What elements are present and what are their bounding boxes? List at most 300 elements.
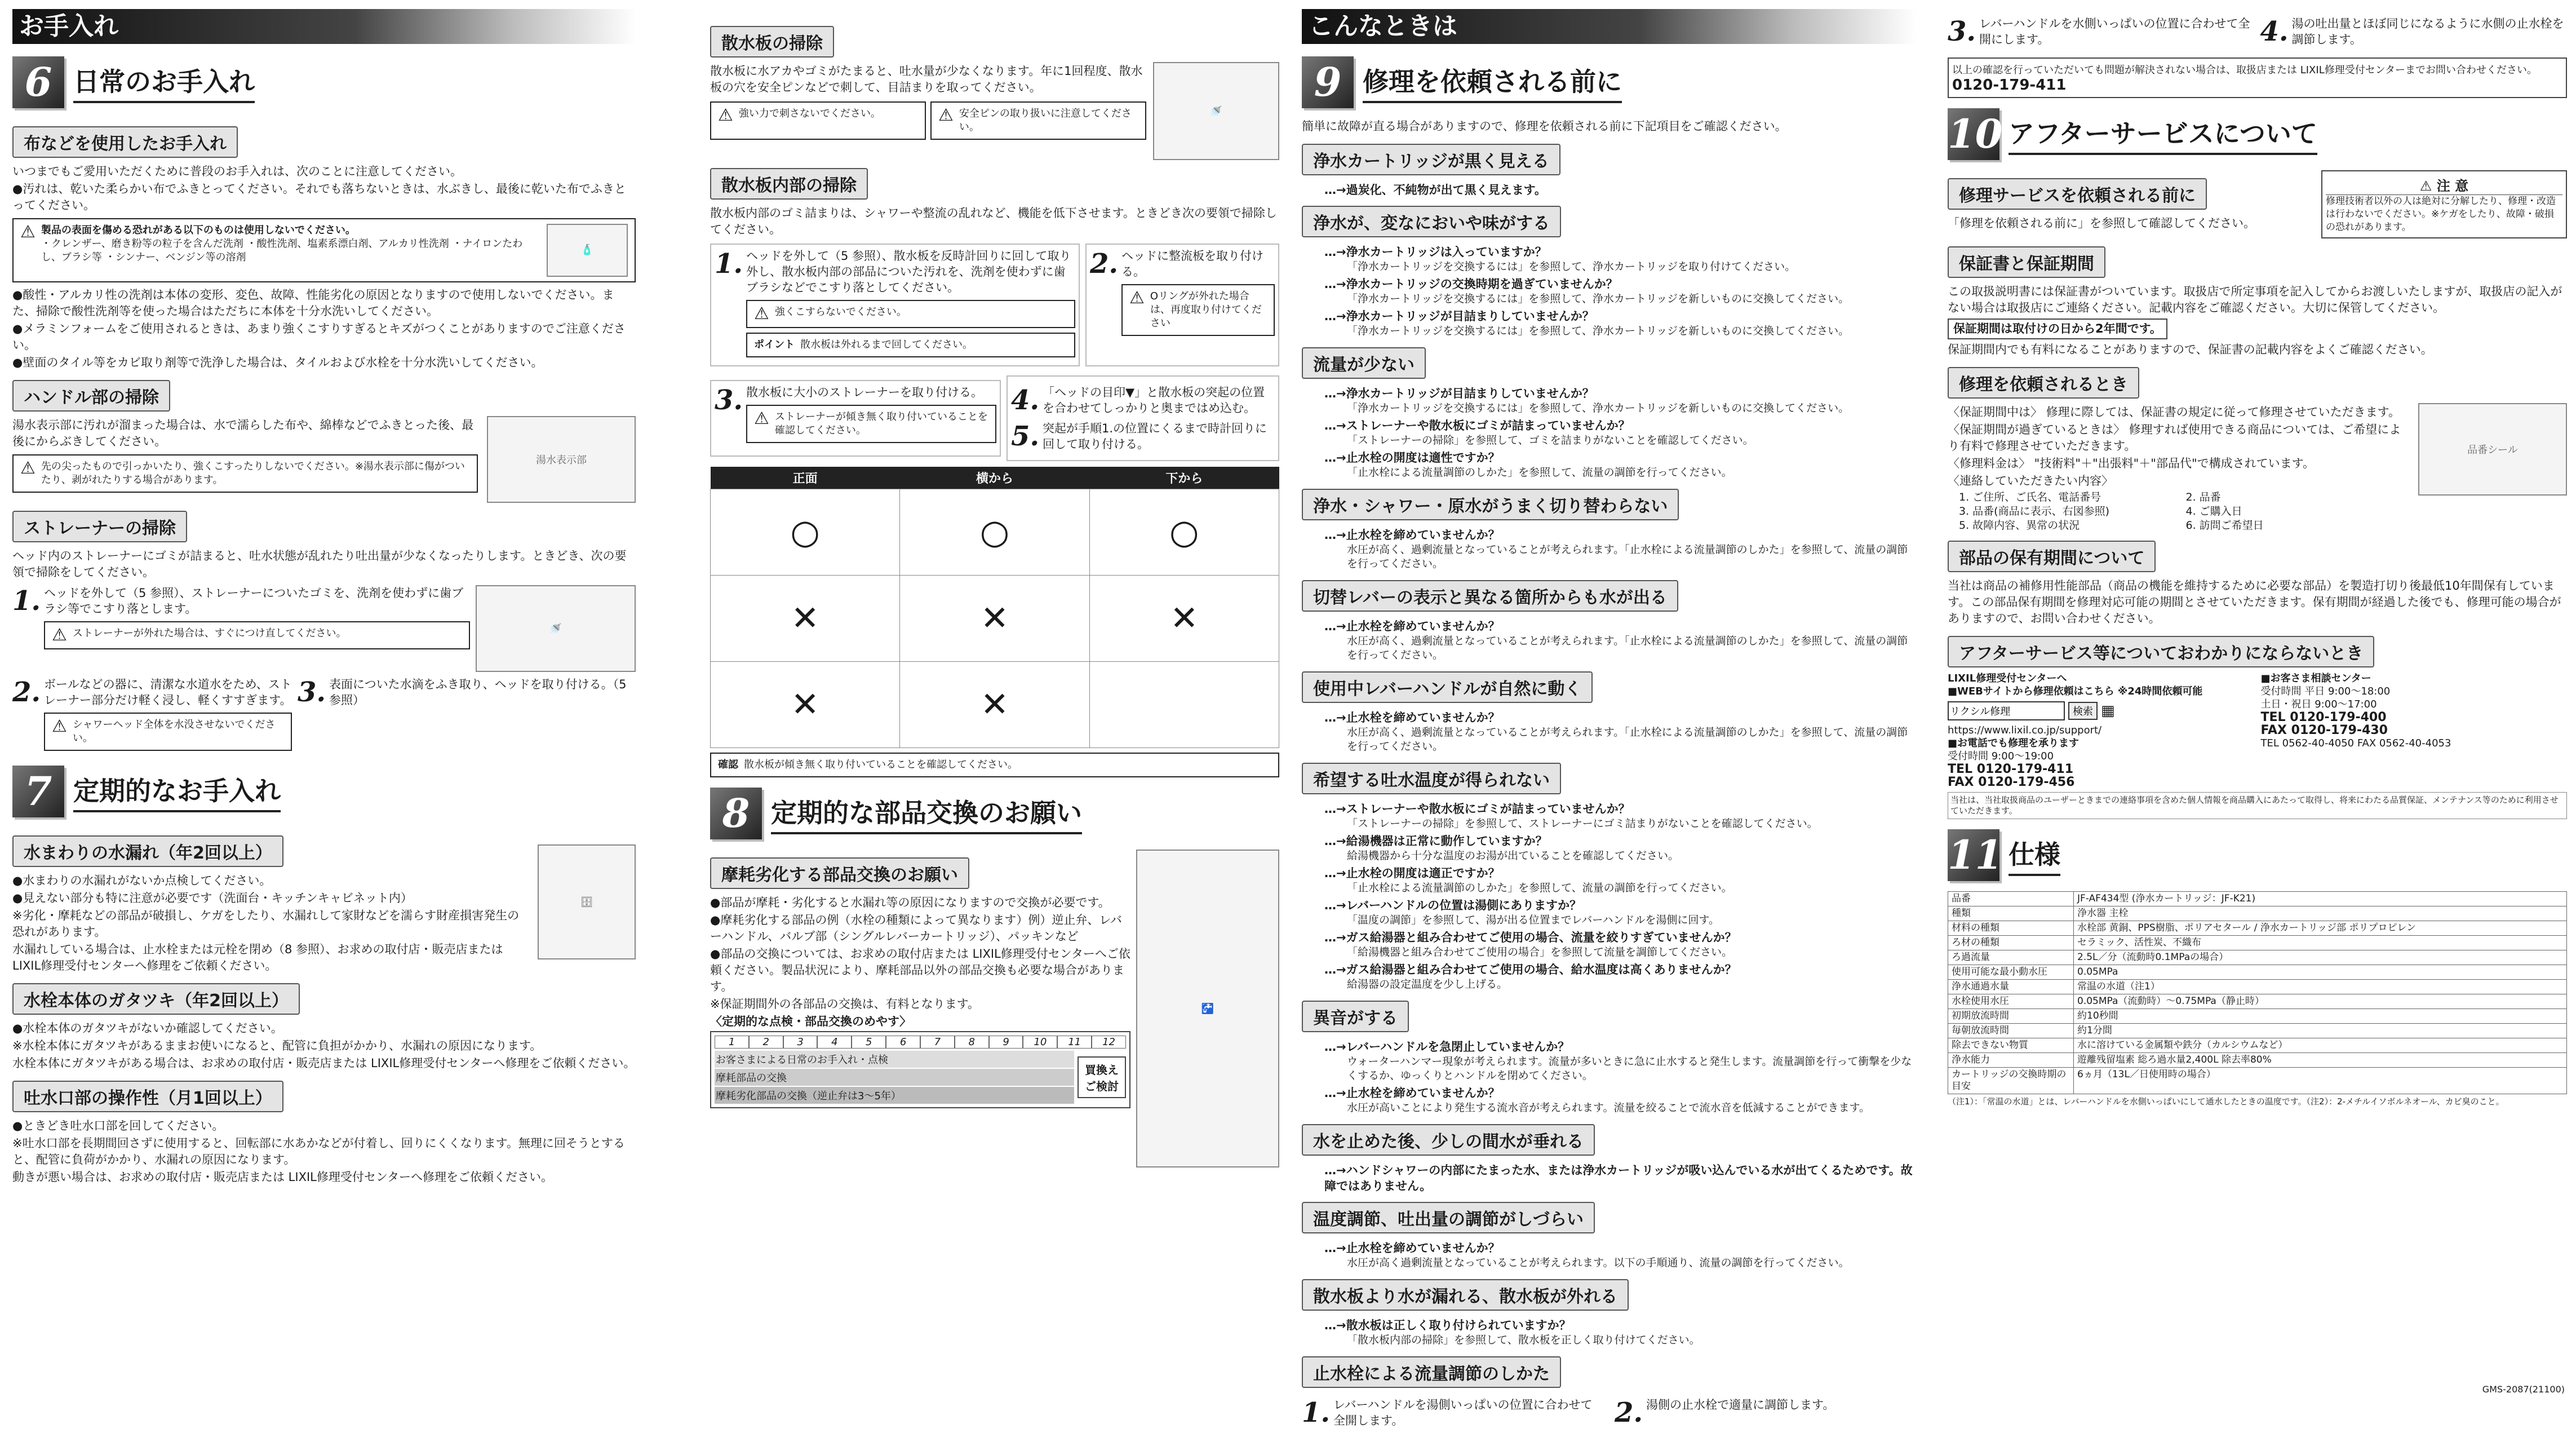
replace-box: 買換え ご検討 [1078, 1056, 1126, 1098]
check-answer: 給湯機器から十分な温度のお湯が出ていることを確認してください。 [1347, 850, 1679, 862]
text: 〈保証期間が過ぎているときは〉 修理すれば使用できる商品については、ご希望により有料で修理させていただきます。 [1948, 423, 2401, 453]
spec-label: 浄水通過水量 [1948, 980, 2074, 994]
check-question: …→ 散水板は正しく取り付けられていますか？ [1324, 1317, 1916, 1333]
spec-label: 品番 [1948, 892, 2074, 906]
check-answer: 「散水板内部の掃除」を参照して、散水板を正しく取り付けてください。 [1347, 1334, 1700, 1346]
warning-text: シャワーヘッド全体を水没させないでください。 [72, 719, 276, 744]
hours: 受付時間 平日 9:00〜18:00 [2260, 685, 2391, 697]
table-row [1948, 1024, 2567, 1038]
fax: FAX 0120-179-456 [1948, 775, 2075, 789]
year-cell: 7 [920, 1036, 955, 1049]
table-row [1948, 1038, 2567, 1053]
section-body: 水栓本体のガタツキ（年2回以上） [12, 983, 300, 1015]
qr-code-icon: ▦ [2101, 702, 2115, 719]
flow-steps-cont [1948, 11, 2567, 52]
warning-icon: ⚠ [754, 304, 769, 324]
text: ●メラミンフォームをご使用されるときは、あまり強くこすりすぎるとキズがつくことがありますのでご注意ください。 [12, 322, 626, 352]
step-1 [710, 244, 1080, 366]
spec-value: 約10秒間 [2074, 1009, 2567, 1024]
ask-right-heading: ■お客さま相談センター [2260, 673, 2371, 684]
check-answer: 水圧が高く、過剰流量となっていることが考えられます。「止水栓による流量調節のしかた」を参照して、流量の調節を行ってください。 [1347, 726, 1908, 753]
inner-steps-1-2 [710, 239, 1279, 371]
chapter-10 [1948, 108, 2567, 160]
table-row [1948, 892, 2567, 906]
section-flow: 止水栓による流量調節のしかた [1302, 1356, 1561, 1388]
section-handle: ハンドル部の掃除 [12, 380, 170, 412]
banner-care: お手入れ [12, 9, 636, 44]
step-number: 5. [1011, 421, 1040, 452]
trouble-section: 散水板より水が漏れる、散水板が外れる [1302, 1279, 1629, 1311]
chapter-number: 10 [1948, 108, 1999, 160]
column-1 [0, 0, 648, 1398]
check-question: …→ 給湯機器は正常に動作していますか？ [1324, 833, 1916, 849]
faucet-parts-illustration: 🚰 [1136, 850, 1279, 1167]
check-question: …→ 止水栓を締めていませんか？ [1324, 1240, 1916, 1256]
text: ※水栓本体にガタツキがあるままお使いになると、配管に負担がかかり、水漏れの原因になります。 [12, 1039, 542, 1052]
text: ●摩耗劣化する部品の例（水栓の種類によって異なります）例）逆止弁、レバーハンドル、バルブ部（シングルレバーカートリッジ）、パッキンなど [710, 913, 1122, 943]
caution-text: 修理技術者以外の人は絶対に分解したり、修理・改造は行わないでください。※ケガをしたり、故障・破損の恐れがあります。 [2326, 196, 2556, 233]
section-spout: 吐水口部の操作性（月1回以上） [12, 1081, 283, 1112]
trouble-section: 浄水が、変なにおいや味がする [1302, 206, 1561, 237]
fax: FAX 0120-179-430 [2260, 723, 2388, 737]
chapter-number: 8 [710, 788, 762, 839]
warning-icon: ⚠ [52, 625, 67, 645]
warning-box [1121, 284, 1275, 336]
warning-text: 強い力で刺さないでください。 [738, 108, 881, 120]
repair-block [1948, 170, 2567, 238]
trouble-section: 温度調節、吐出量の調節がしづらい [1302, 1202, 1595, 1233]
hours: 土日・祝日 9:00〜17:00 [2260, 698, 2377, 710]
check-answer: 「止水栓による流量調節のしかた」を参照して、流量の調節を行ってください。 [1347, 466, 1732, 479]
warning-icon: ⚠ [754, 409, 769, 428]
steps-4-5 [1007, 375, 1279, 461]
warning-box [12, 454, 478, 493]
text: 「修理を依頼される前に」を参照して確認してください。 [1948, 216, 2255, 230]
contact-item: 3. 品番(商品に表示、右図参照) [1959, 505, 2109, 518]
step-number: 4. [1011, 384, 1040, 416]
year-cell: 2 [749, 1036, 783, 1049]
inner-steps-3-5 [710, 375, 1279, 461]
warning-icon: ⚠ [52, 716, 67, 736]
contact-items [1959, 490, 2413, 533]
section-inner: 散水板内部の掃除 [710, 168, 868, 200]
spec-value: 6ヵ月（13L／日使用時の場合） [2074, 1068, 2567, 1094]
check-answer: 水圧が高く過剰流量となっていることが考えられます。以下の手順通り、流量の調節を行ってください。 [1347, 1257, 1850, 1269]
label-illustration [2418, 403, 2567, 496]
warning-icon: ⚠ [718, 105, 733, 125]
chapter-number: 11 [1948, 829, 1999, 881]
table-row [1948, 1009, 2567, 1024]
warning-text: 強くこすらないでください。 [774, 306, 907, 318]
spec-value: 遊離残留塩素 総ろ過水量2,400L 除去率80% [2074, 1053, 2567, 1068]
spec-value: 2.5L／分（流動時0.1MPaの場合） [2074, 950, 2567, 965]
step-number: 1. [715, 248, 743, 280]
step-text: ヘッドを外して（5 参照）、ストレーナーについたゴミを、洗剤を使わずに歯ブラシ等でこすり落とします。 [44, 586, 464, 616]
search-button[interactable]: 検索 [2068, 702, 2098, 720]
year-cell: 4 [817, 1036, 852, 1049]
check-answer: 「止水栓による流量調節のしかた」を参照して、流量の調節を行ってください。 [1347, 882, 1732, 894]
guide-title: 〈定期的な点検・部品交換のめやす〉 [710, 1015, 911, 1028]
text: ●ときどき吐水口部を回してください。 [12, 1119, 224, 1133]
grid-header: 下から [1089, 467, 1279, 489]
year-cell: 10 [1023, 1036, 1057, 1049]
table-row [1948, 1053, 2567, 1068]
leak-block [12, 828, 636, 975]
year-cell: 11 [1057, 1036, 1092, 1049]
warning-text: ストレーナーが外れた場合は、すぐにつけ直してください。 [72, 627, 347, 639]
section-hold: 部品の保有期間について [1948, 541, 2156, 572]
spec-label: 使用可能な最小動水圧 [1948, 965, 2074, 980]
text: ●壁面のタイル等をカビ取り剤等で洗浄した場合は、タイルおよび水栓を十分水洗いしてください。 [12, 356, 543, 369]
spec-label: 浄水能力 [1948, 1053, 2074, 1068]
contact-item: 5. 故障内容、異常の状況 [1959, 519, 2080, 532]
trouble-section: 異音がする [1302, 1001, 1409, 1032]
section-strainer: ストレーナーの掃除 [12, 511, 187, 542]
chapter-title: アフターサービスについて [2009, 113, 2317, 155]
warning-box [12, 218, 636, 282]
section-parts: 摩耗劣化する部品交換のお願い [710, 857, 969, 889]
wrong-icon: ✕ [900, 576, 1089, 662]
check-question: …→ 止水栓の開度は適性ですか？ [1324, 450, 1916, 466]
step-1 [1302, 1397, 1603, 1428]
ask-block [1948, 672, 2567, 789]
spec-value: 常温の水道（注1） [2074, 980, 2567, 994]
text: ※保証期間外の各部品の交換は、有料となります。 [710, 997, 979, 1011]
step-2 [1085, 244, 1279, 366]
point-box [746, 333, 1075, 357]
contact-note-text: 以上の確認を行っていただいても問題が解決されない場合は、取扱店または LIXIL修理受付センターまでお問い合わせください。 [1952, 64, 2538, 76]
chapter-title: 修理を依頼される前に [1363, 61, 1622, 103]
contact-tel: 0120-179-411 [1952, 77, 2067, 94]
section-repair: 修理サービスを依頼される前に [1948, 178, 2207, 210]
contact-item: 6. 訪問ご希望日 [2185, 519, 2264, 532]
column-3 [1296, 0, 1922, 1428]
check-answer: 水圧が高く、過剰流量となっていることが考えられます。「止水栓による流量調節のしかた」を参照して、流量の調節を行ってください。 [1347, 543, 1908, 570]
trouble-section: 浄水カートリッジが黒く見える [1302, 144, 1560, 175]
confirm-box [710, 753, 1279, 777]
warning-box [930, 101, 1146, 140]
warning-icon: ⚠ [938, 105, 954, 125]
schedule-chart [710, 1031, 1130, 1108]
caution-box [2321, 170, 2567, 238]
text: この取扱説明書には保証書がついています。取扱店で所定事項を記入してからお渡しいたしますが、取扱店の記入がない場合は取扱店にご連絡ください。記載内容をご確認ください。大切に保管してください。 [1948, 285, 2562, 315]
chapter-number: 9 [1302, 56, 1354, 108]
search-input[interactable] [1948, 701, 2065, 720]
check-answer: ウォーターハンマー現象が考えられます。流量が多いときに急に止水すると発生します。流量調節を行って衝撃を少なくするか、ゆっくりとハンドルを閉めてください。 [1347, 1055, 1912, 1082]
trouble-groups [1302, 136, 1916, 1347]
warning-icon: ⚠ [20, 458, 36, 478]
table-row [1948, 950, 2567, 965]
text: ●見えない部分も特に注意が必要です（洗面台・キッチンキャビネット内） [12, 891, 413, 905]
wrong-icon: ✕ [711, 662, 900, 748]
contact-item: 4. ご購入日 [2185, 505, 2242, 518]
check-answer: 「浄水カートリッジを交換するには」を参照して、浄水カートリッジを新しいものに交換してください。 [1347, 293, 1850, 305]
tel: TEL 0120-179-400 [2260, 710, 2387, 724]
confirm-text: 散水板が傾き無く取り付いていることを確認してください。 [744, 759, 1018, 771]
search-row [1948, 701, 2254, 720]
tel-fax: TEL 0562-40-4050 FAX 0562-40-4053 [2260, 737, 2451, 749]
year-cell: 12 [1092, 1036, 1126, 1049]
text: ●部品が摩耗・劣化すると水漏れ等の原因になりますので交換が必要です。 [710, 896, 1110, 909]
step-text: ヘッドを外して（5 参照）、散水板を反時計回りに回して取り外し、散水板内部の部品についた汚れを、洗剤を使わずに歯ブラシなどでこすり落としてください。 [746, 249, 1071, 294]
check-question: …→ 止水栓を締めていませんか？ [1324, 527, 1916, 543]
section-cloth: 布などを使用したお手入れ [12, 126, 238, 158]
hours: 受付時間 9:00〜19:00 [1948, 750, 2054, 762]
text: 保証期間内でも有料になることがありますので、保証書の記載内容をよくご確認ください。 [1948, 343, 2433, 356]
check-question: …→ ストレーナーや散水板にゴミが詰まっていませんか？ [1324, 418, 1916, 434]
spec-label: 水栓使用水圧 [1948, 994, 2074, 1009]
check-question: …→ レバーハンドルの位置は湯側にありますか？ [1324, 897, 1916, 913]
trouble-section: 希望する吐水温度が得られない [1302, 763, 1561, 794]
warning-text: 安全ピンの取り扱いに注意してください。 [959, 108, 1132, 133]
text: 〈保証期間中は〉 修理に際しては、保証書の規定に従って修理させていただきます。 [1948, 405, 2400, 419]
step-text: レバーハンドルを水側いっぱいの位置に合わせて全開にします。 [1979, 17, 2250, 46]
warning-text: Oリングが外れた場合は、再度取り付けてください [1150, 290, 1262, 329]
tel: TEL 0120-179-411 [1948, 762, 2074, 776]
warning-icon: ⚠ [20, 222, 36, 242]
trouble-section: 使用中レバーハンドルが自然に動く [1302, 671, 1593, 703]
check-question: …→ 浄水カートリッジの交換時期を過ぎていませんか？ [1324, 276, 1916, 292]
check-answer: 「浄水カートリッジを交換するには」を参照して、浄水カートリッジを新しいものに交換してください。 [1347, 325, 1850, 337]
trouble-section: 流量が少ない [1302, 347, 1426, 379]
year-cell: 9 [989, 1036, 1023, 1049]
table-row [1948, 906, 2567, 921]
check-question: …→ ハンドシャワーの内部にたまった水、または浄水カートリッジが吸い込んでいる水が出てくるためです。故障ではありません。 [1324, 1162, 1916, 1194]
warranty-period: 保証期間は取付けの日から2年間です。 [1948, 319, 2167, 339]
spec-label: 材料の種類 [1948, 921, 2074, 936]
step-number: 3. [298, 676, 326, 708]
correct-icon: ○ [900, 489, 1089, 576]
schedule-row: お客さまによる日常のお手入れ・点検 [715, 1051, 1074, 1068]
step-number: 1. [1302, 1397, 1331, 1428]
warning-box [746, 405, 996, 443]
check-answer: 「ストレーナーの掃除」を参照して、ストレーナーにゴミ詰まりがないことを確認してください。 [1347, 817, 1818, 830]
column-2 [704, 0, 1285, 1398]
install-check-grid [710, 467, 1279, 748]
check-answer: 水圧が高く、過剰流量となっていることが考えられます。「止水栓による流量調節のしかた」を参照して、流量の調節を行ってください。 [1347, 635, 1908, 661]
handle-block [12, 416, 636, 503]
chapter-9 [1302, 56, 1916, 108]
spec-label: 種類 [1948, 906, 2074, 921]
text: 〈修理料金は〉 "技術料"＋"出張料"＋"部品代"で構成されています。 [1948, 457, 2315, 470]
step-3 [710, 380, 1001, 457]
spec-value: 0.05MPa [2074, 965, 2567, 980]
check-question: …→ 浄水カートリッジが目詰まりしていませんか？ [1324, 308, 1916, 324]
check-question: …→ 止水栓を締めていませんか？ [1324, 710, 1916, 726]
warning-box [44, 713, 292, 751]
text: ※吐水口部を長期間回さずに使用すると、回転部に水あかなどが付着し、回りにくくなります。無理に回そうとすると、配管に負荷がかかり、水漏れの原因になります。 [12, 1136, 625, 1166]
step-3 [1948, 16, 2255, 47]
parts-block [710, 850, 1279, 1167]
chapter-11 [1948, 829, 2567, 881]
step-number: 2. [1090, 248, 1119, 280]
section-ask: アフターサービス等についておわかりにならないとき [1948, 636, 2374, 667]
contact-note [1948, 58, 2567, 98]
spec-value: 約1分間 [2074, 1024, 2567, 1038]
check-question: …→ 止水栓の開度は適正ですか？ [1324, 865, 1916, 881]
doc-code: GMS-2087(21100) [2482, 1384, 2565, 1395]
section-warranty: 保証書と保証期間 [1948, 246, 2105, 278]
warning-box [710, 101, 926, 140]
year-row [715, 1036, 1126, 1049]
step-text: ヘッドに整流板を取り付ける。 [1121, 249, 1263, 278]
plate-illustration: 🚿 [1153, 62, 1279, 160]
step-text: ボールなどの器に、清潔な水道水をため、ストレーナー部分だけ軽く浸し、軽くすすぎます。 [44, 678, 292, 707]
check-question: …→ 浄水カートリッジが目詰まりしていませんか？ [1324, 386, 1916, 401]
step-number: 2. [12, 676, 41, 708]
wrong-icon: ✕ [900, 662, 1089, 748]
step-text: レバーハンドルを湯側いっぱいの位置に合わせて全開します。 [1333, 1398, 1593, 1427]
text: ヘッド内のストレーナーにゴミが詰まると、吐水状態が乱れたり吐出量が少なくなったりします。ときどき、次の要領で掃除をしてください。 [12, 549, 627, 579]
schedule-row: 摩耗劣化部品の交換（逆止弁は3〜5年） [715, 1087, 1074, 1104]
warning-box [44, 621, 470, 649]
step-text: 湯側の止水栓で適量に調節します。 [1646, 1398, 1835, 1412]
section-leak: 水まわりの水漏れ（年2回以上） [12, 835, 283, 867]
wrong-icon: ✕ [711, 576, 900, 662]
check-answer: 「浄水カートリッジを交換するには」を参照して、浄水カートリッジを取り付けてください。 [1347, 260, 1796, 273]
chapter-number: 6 [12, 56, 64, 108]
web-text: ■WEBサイトから修理依頼はこちら ※24時間依頼可能 [1948, 685, 2203, 697]
check-answer: 水圧が高いことにより発生する流水音が考えられます。流量を絞ることで流水音を低減することができます。 [1347, 1102, 1870, 1114]
section-request: 修理を依頼されるとき [1948, 367, 2139, 399]
chapter-title: 定期的なお手入れ [73, 771, 281, 812]
correct-icon: ○ [711, 489, 900, 576]
check-answer: 「ストレーナーの掃除」を参照して、ゴミを詰まりがないことを確認してください。 [1347, 434, 1754, 446]
text: ●水まわりの水漏れがないか点検してください。 [12, 874, 272, 887]
wrong-icon: ✕ [1089, 576, 1279, 662]
strainer-illustration: 🚿 [476, 585, 636, 672]
text: 〈連絡していただきたい内容〉 [1948, 474, 2113, 488]
warning-text: 先の尖ったもので引っかいたり、強くこすったりしないでください。※湯水表示部に傷がついたり、剥がれたりする場合があります。 [41, 461, 465, 486]
year-cell: 6 [886, 1036, 920, 1049]
contact-item: 2. 品番 [2185, 491, 2221, 503]
step-1 [12, 585, 636, 672]
text: ※劣化・摩耗などの部品が破損し、ケガをしたり、水漏れして家財などを濡らす財産損害発生の恐れがあります。 [12, 909, 520, 939]
spec-label: ろ材の種類 [1948, 936, 2074, 950]
ask-left-heading: LIXIL修理受付センターへ [1948, 673, 2067, 684]
step-number: 3. [715, 384, 743, 416]
flow-steps [1302, 1392, 1916, 1433]
support-url[interactable]: https://www.lixil.co.jp/support/ [1948, 724, 2102, 736]
step-2 [1615, 1397, 1916, 1428]
table-row [1948, 965, 2567, 980]
year-cell: 1 [715, 1036, 749, 1049]
step-number: 4. [2260, 16, 2289, 47]
schedule-row: 摩耗部品の交換 [715, 1069, 1074, 1086]
spec-table [1948, 891, 2567, 1094]
check-question: …→ 止水栓を締めていませんか？ [1324, 618, 1916, 634]
spec-value: 水に溶けている金属類や鉄分（カルシウムなど） [2074, 1038, 2567, 1053]
spec-label: 初期放流時間 [1948, 1009, 2074, 1024]
empty-cell [1089, 662, 1279, 748]
chapter-title: 日常のお手入れ [73, 61, 255, 103]
year-cell: 5 [852, 1036, 886, 1049]
table-row [1948, 1068, 2567, 1094]
table-row [1948, 921, 2567, 936]
grid-header: 正面 [711, 467, 900, 489]
check-answer: 給湯器の設定温度を少し上げる。 [1347, 978, 1508, 990]
request-block [1948, 403, 2567, 533]
step-text: 湯の吐出量とほぼ同じになるように水側の止水栓を調節します。 [2291, 17, 2564, 46]
spec-value: セラミック、活性炭、不織布 [2074, 936, 2567, 950]
trouble-section: 水を止めた後、少しの間水が垂れる [1302, 1124, 1595, 1156]
spec-value: 水栓部 黄銅、PPS樹脂、ポリアセタール / 浄水カートリッジ部 ポリプロピレン [2074, 921, 2567, 936]
chapter-title: 定期的な部品交換のお願い [771, 793, 1082, 834]
chapter-7 [12, 766, 636, 817]
warning-text: ストレーナーが傾き無く取り付いていることを確認してください。 [774, 411, 988, 436]
text: ●部品の交換については、お求めの取付店または LIXIL修理受付センターへご依頼ください。製品状況により、摩耗部品以外の部品交換も必要な場合があります。 [710, 947, 1130, 993]
check-question: …→ 浄水カートリッジは入っていますか？ [1324, 244, 1916, 260]
cabinet-illustration: 🗄 [538, 844, 636, 959]
check-question: …→ 止水栓を締めていませんか？ [1324, 1085, 1916, 1101]
chapter-8 [710, 788, 1279, 839]
trouble-section: 浄水・シャワー・原水がうまく切り替わらない [1302, 489, 1679, 520]
table-row [1948, 936, 2567, 950]
text: 当社は商品の補修用性能部品（商品の機能を維持するために必要な部品）を製造打切り後最低10年間保有しています。この部品保有期間を修理対応可能の期間とさせていただきます。保有期間が経過した後でも、修理可能の場合がありますので、お問い合わせください。 [1948, 579, 2561, 625]
warning-items: ・クレンザー、磨き粉等の粒子を含んだ洗剤 ・酸性洗剤、塩素系漂白剤、アルカリ性洗剤 ・ナイロンたわし、ブラシ等 ・シンナー、ベンジン等の溶剤 [41, 238, 523, 263]
trouble-section: 切替レバーの表示と異なる箇所からも水が出る [1302, 580, 1678, 612]
handle-illustration [487, 416, 636, 503]
grid-header: 横から [900, 467, 1089, 489]
text: ●水栓本体のガタツキがないか確認してください。 [12, 1021, 283, 1035]
point-text: 散水板は外れるまで回してください。 [800, 339, 973, 351]
check-answer: 「温度の調節」を参照して、湯が出る位置までレバーハンドルを湯側に回す。 [1347, 914, 1719, 926]
spec-value: 0.05MPa（流動時）〜0.75MPa（静止時） [2074, 994, 2567, 1009]
spec-label: カートリッジの交換時期の目安 [1948, 1068, 2074, 1094]
step-number: 2. [1615, 1397, 1643, 1428]
chapter-number: 7 [12, 766, 64, 817]
step-4 [1011, 384, 1275, 416]
text: ●酸性・アルカリ性の洗剤は本体の変形、変色、故障、性能劣化の原因となりますので使用しないでください。また、掃除で酸性洗剤等を使った場合はただちに本体を十分水洗いしてください。 [12, 288, 614, 318]
chapter-6 [12, 56, 636, 108]
step-number: 3. [1948, 16, 1976, 47]
text: 水漏れしている場合は、止水栓または元栓を閉め（8 参照）、お求めの取付店・販売店または LIXIL修理受付センターへ修理をご依頼ください。 [12, 943, 503, 972]
spec-value: JF-AF434型 (浄水カートリッジ：JF-K21) [2074, 892, 2567, 906]
text: 水栓本体にガタツキがある場合は、お求めの取付店・販売店または LIXIL修理受付センターへ修理をご依頼ください。 [12, 1056, 636, 1070]
check-question: …→ ガス給湯器と組み合わせてご使用の場合、流量を絞りすぎていませんか？ [1324, 930, 1916, 945]
illustration-label: 品番シール [2467, 444, 2518, 456]
column-4 [1939, 0, 2576, 1398]
step-2 [12, 676, 636, 755]
contact-item: 1. ご住所、ご氏名、電話番号 [1959, 491, 2101, 503]
warning-box [746, 300, 1075, 328]
text: 動きが悪い場合は、お求めの取付店・販売店または LIXIL修理受付センターへ修理をご依頼ください。 [12, 1170, 553, 1184]
step-text: 「ヘッドの目印▼」と散水板の突起の位置を合わせてしっかりと奥まではめ込む。 [1043, 386, 1265, 415]
step-5 [1011, 421, 1275, 452]
warning-icon: ⚠ [1129, 288, 1145, 308]
privacy-note: 当社は、当社取扱商品のユーザーときまでの連絡事項を含めた個人情報を商品購入にあたって取得し、将来にわたる品質保証、メンテナンス等のために利用させていただきます。 [1948, 792, 2567, 819]
chapter-title: 仕様 [2009, 834, 2060, 876]
check-question: …→ ストレーナーや散水板にゴミが詰まっていませんか？ [1324, 801, 1916, 817]
detergent-illustration: 🧴 [547, 224, 628, 277]
intro-text: 簡単に故障が直る場合がありますので、修理を依頼される前に下記項目をご確認ください。 [1302, 120, 1787, 133]
step-number: 1. [12, 585, 41, 617]
check-question: …→ ガス給湯器と組み合わせてご使用の場合、給水温度は高くありませんか？ [1324, 962, 1916, 978]
banner-troubleshoot: こんなときは [1302, 9, 1916, 44]
check-question: …→ 過炭化、不純物が出て黒く見えます。 [1324, 182, 1916, 198]
text: 散水板内部のゴミ詰まりは、シャワーや整流の乱れなど、機能を低下させます。ときどき次の要領で掃除してください。 [710, 206, 1277, 236]
plate-block [710, 62, 1279, 160]
confirm-label: 確認 [718, 759, 738, 771]
spec-label: ろ過流量 [1948, 950, 2074, 965]
step-text: 突起が手順1.の位置にくるまで時計回りに回して取り付ける。 [1043, 422, 1267, 451]
spec-value: 浄水器 主栓 [2074, 906, 2567, 921]
phone-heading: ■お電話でも修理を承ります [1948, 737, 2080, 749]
illustration-label: 湯水表示部 [536, 454, 587, 466]
text: 散水板に水アカやゴミがたまると、吐水量が少なくなります。年に1回程度、散水板の穴を安全ピンなどで刺して、目詰まりを取ってください。 [710, 64, 1143, 94]
step-text: 表面についた水滴をふき取り、ヘッドを取り付ける。（5 参照） [329, 678, 627, 707]
spec-notes: （注1）：「常温の水道」とは、レバーハンドルを水側いっぱいにして通水したときの温度です。（注2）：2-メチルイソボルネオール、カビ臭のこと。 [1948, 1096, 2504, 1107]
